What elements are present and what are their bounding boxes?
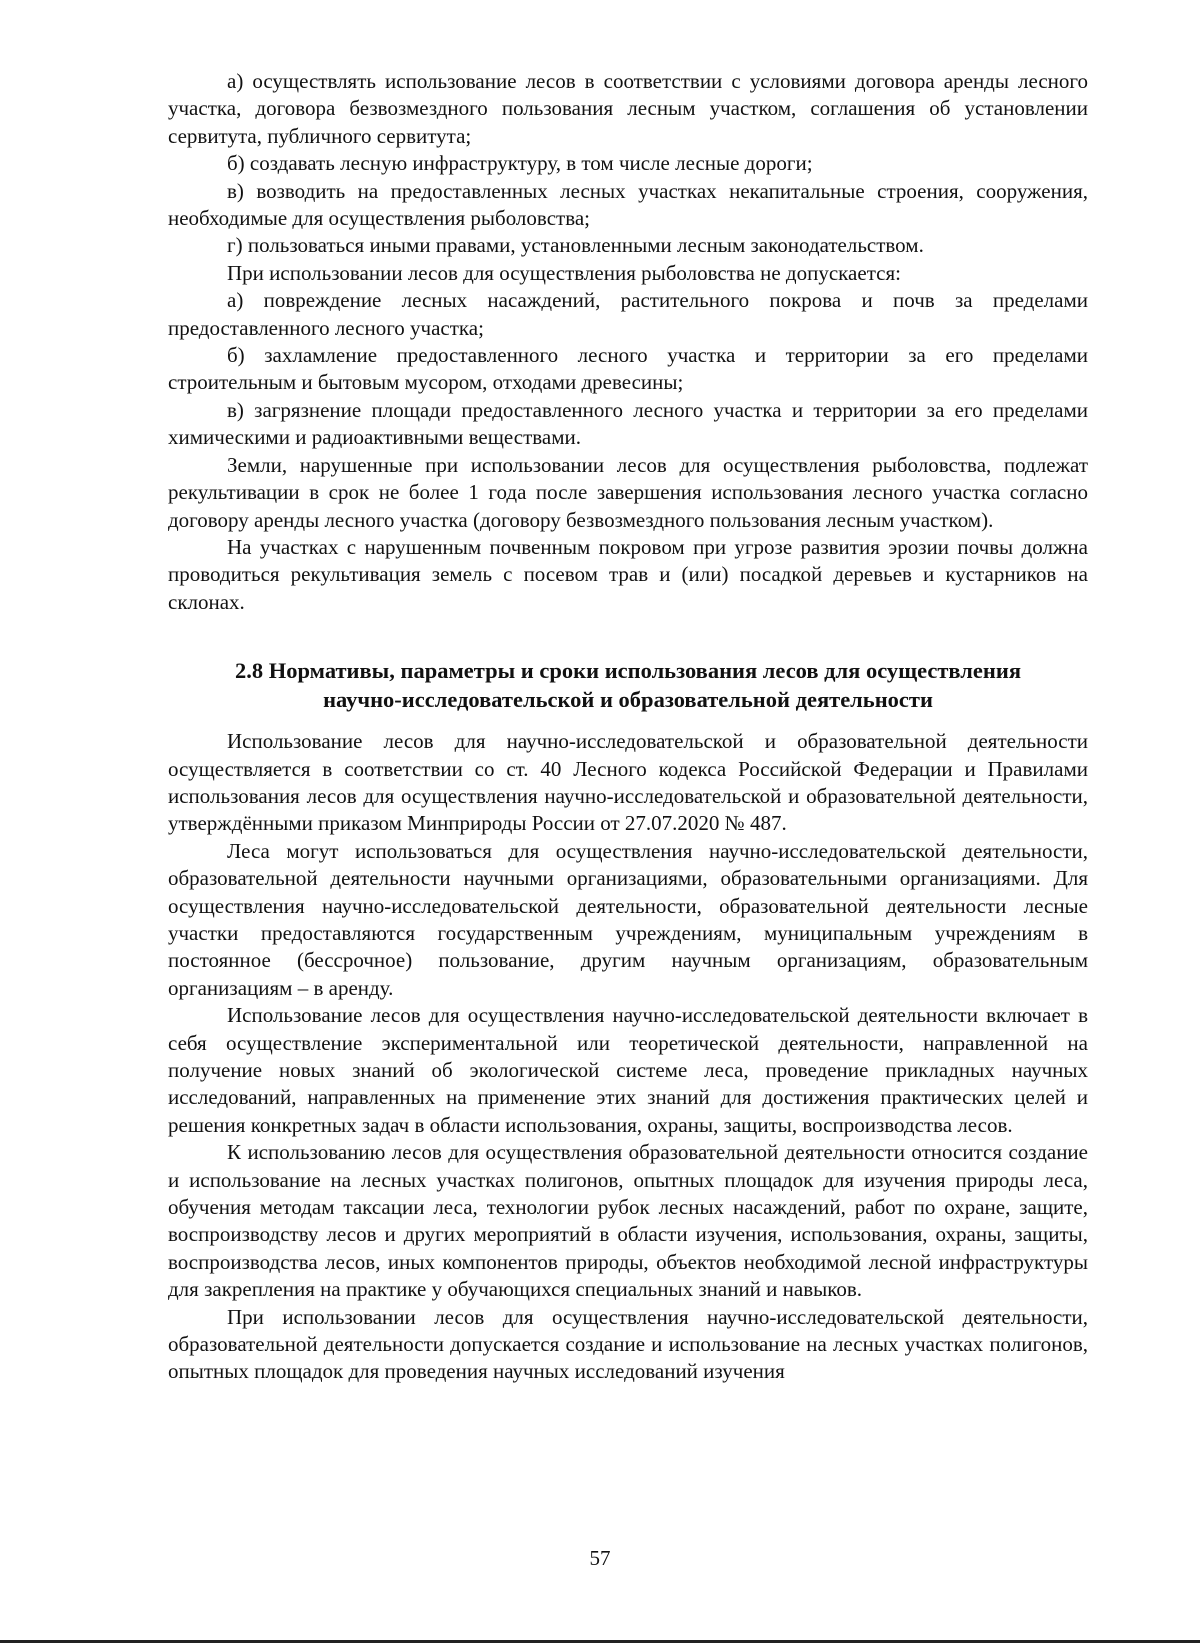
paragraph: К использованию лесов для осуществления образовательной деятельности относится создание и использование на лесных участках полигонов, опытных площадок для изучения природы леса, обучения методам таксации леса, технологии рубок лесных насаждений, работ по охране, защите, воспроизводству лесов и других мероприятий в области изучения, использования, охраны, защиты, воспроизводства лесов, иных компонентов природы, объектов необходимой лесной инфраструктуры для закрепления на практике у обучающихся специальных знаний и навыков. xyxy=(168,1140,1088,1302)
paragraph: При использовании лесов для осуществления рыболовства не допускается: xyxy=(227,260,901,285)
paragraph: Леса могут использоваться для осуществления научно-исследовательской деятельности, образовательной деятельности научными организациями, образовательными организациями. Для осуществления научно-исследовательской деятельности, образовательной деятельности лесные участки предоставляются государственным учреждениям, муниципальным учреждениям в постоянное (бессрочное) пользование, другим научным организациям, образовательным организациям – в аренду. xyxy=(168,838,1088,1000)
section-paragraphs xyxy=(168,728,1088,1386)
paragraph: в) возводить на предоставленных лесных участках некапитальные строения, сооружения, необходимые для осуществления рыболовства; xyxy=(168,178,1088,231)
paragraph: Земли, нарушенные при использовании лесов для осуществления рыболовства, подлежат рекультивации в срок не более 1 года после завершения использования лесного участка согласно договору аренды лесного участка (договору безвозмездного пользования лесным участком). xyxy=(168,452,1088,532)
top-paragraphs xyxy=(168,68,1088,616)
paragraph: в) загрязнение площади предоставленного лесного участка и территории за его пределами химическими и радиоактивными веществами. xyxy=(168,397,1088,450)
paragraph: а) повреждение лесных насаждений, растительного покрова и почв за пределами предоставленного лесного участка; xyxy=(168,288,1088,340)
bottom-scan-edge xyxy=(0,1640,1200,1643)
document-page xyxy=(168,68,1088,1386)
section-heading-line-1: 2.8 Нормативы, параметры и сроки использования лесов для осуществления xyxy=(234,658,1022,684)
page-number: 57 xyxy=(589,1546,611,1570)
paragraph: б) захламление предоставленного лесного участка и территории за его пределами строительным и бытовым мусором, отходами древесины; xyxy=(168,343,1088,395)
paragraph: г) пользоваться иными правами, установленными лесным законодательством. xyxy=(227,233,924,258)
paragraph: При использовании лесов для осуществления научно-исследовательской деятельности, образовательной деятельности допускается создание и использование на лесных участках полигонов, опытных площадок для проведения научных исследований изучения xyxy=(168,1304,1088,1384)
section-heading xyxy=(168,656,1088,714)
paragraph: На участках с нарушенным почвенным покровом при угрозе развития эрозии почвы должна проводиться рекультивация земель с посевом трав и (или) посадкой деревьев и кустарников на склонах. xyxy=(168,534,1088,614)
section-heading-line-2: научно-исследовательской и образовательной деятельности xyxy=(323,687,933,713)
paragraph: Использование лесов для научно-исследовательской и образовательной деятельности осуществляется в соответствии со ст. 40 Лесного кодекса Российской Федерации и Правилами использования лесов для осуществления научно-исследовательской и образовательной деятельности, утверждёнными приказом Минприроды России от 27.07.2020 № 487. xyxy=(168,729,1088,836)
paragraph: а) осуществлять использование лесов в соответствии с условиями договора аренды лесного участка, договора безвозмездного пользования лесным участком, соглашения об установлении сервитута, публичного сервитута; xyxy=(168,69,1088,148)
paragraph: б) создавать лесную инфраструктуру, в том числе лесные дороги; xyxy=(227,151,813,176)
paragraph: Использование лесов для осуществления научно-исследовательской деятельности включает в себя осуществление экспериментальной или теоретической деятельности, направленной на получение новых знаний об экологической системе леса, проведение прикладных научных исследований, направленных на применение этих знаний для достижения практических целей и решения конкретных задач в области использования, охраны, защиты, воспроизводства лесов. xyxy=(168,1003,1088,1137)
